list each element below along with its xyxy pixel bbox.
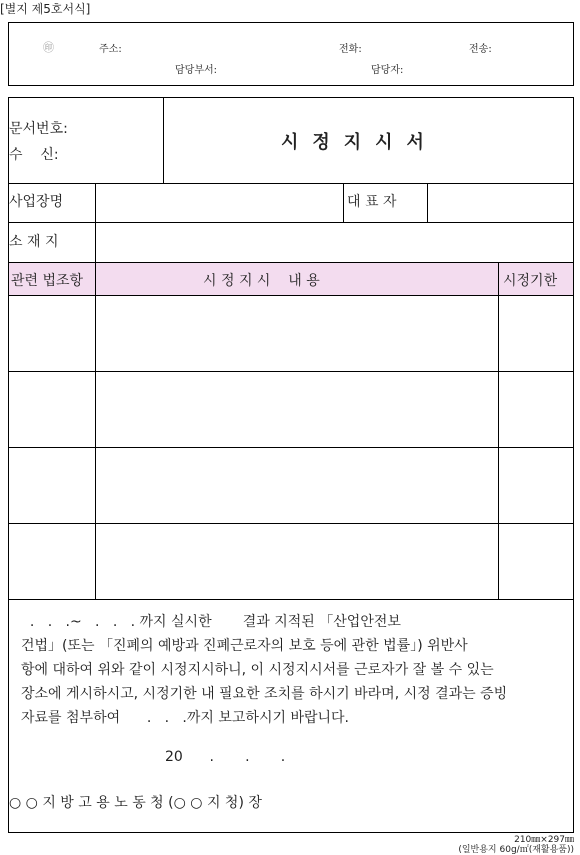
- correction-order-form: [8, 97, 574, 833]
- table-row[interactable]: [9, 373, 569, 445]
- business-name-field[interactable]: [97, 185, 341, 220]
- issuing-authority: ○ ○ 지 방 고 용 노 동 청 (○ ○ 지 청) 장: [9, 795, 262, 811]
- paragraph-line: . . .~ . . . 까지 실시한 결과 지적된 「산업안전보: [21, 614, 401, 630]
- location-label: 소 재 지: [9, 234, 59, 250]
- phone-label: 전화:: [339, 44, 362, 55]
- business-name-label: 사업장명: [9, 194, 64, 210]
- table-row[interactable]: [9, 297, 569, 369]
- fax-label: 전송:: [469, 44, 492, 55]
- paragraph-line: 자료를 첨부하여 . . .까지 보고하시기 바랍니다.: [21, 710, 349, 726]
- law-column-header: 관련 법조항: [11, 273, 84, 289]
- issuer-info-box: [8, 22, 574, 86]
- recipient-label: 수 신:: [9, 147, 59, 163]
- instruction-paragraph: [21, 610, 565, 730]
- paper-type-note: (일반용지 60g/㎡(재활용품)): [458, 845, 574, 855]
- representative-label: 대 표 자: [347, 194, 397, 210]
- paper-size-note: 210㎜×297㎜: [514, 835, 574, 845]
- person-in-charge-label: 담당자:: [371, 65, 404, 76]
- location-field[interactable]: [97, 225, 569, 260]
- representative-field[interactable]: [429, 185, 569, 220]
- paragraph-line: 건법」(또는 「진폐의 예방과 진폐근로자의 보호 등에 관한 법률」) 위반사: [21, 638, 468, 654]
- table-row[interactable]: [9, 525, 569, 597]
- seal-mark: ㊞: [43, 41, 54, 54]
- date-line: 20 . . .: [165, 749, 286, 765]
- paragraph-line: 장소에 게시하시고, 시정기한 내 필요한 조치를 하시기 바라며, 시정 결과는 증빙: [21, 686, 508, 702]
- document-title: 시정지시서: [281, 132, 438, 153]
- deadline-column-header: 시정기한: [503, 273, 558, 289]
- department-label: 담당부서:: [175, 65, 218, 76]
- paragraph-line: 항에 대하여 위와 같이 시정지시하니, 이 시정지시서를 근로자가 잘 볼 수 있는: [21, 662, 494, 678]
- form-number-label: [별지 제5호서식]: [0, 2, 91, 16]
- table-row[interactable]: [9, 449, 569, 521]
- content-column-header: 시 정 지 시 내 용: [203, 273, 320, 289]
- address-label: 주소:: [99, 44, 122, 55]
- doc-number-label: 문서번호:: [9, 121, 68, 137]
